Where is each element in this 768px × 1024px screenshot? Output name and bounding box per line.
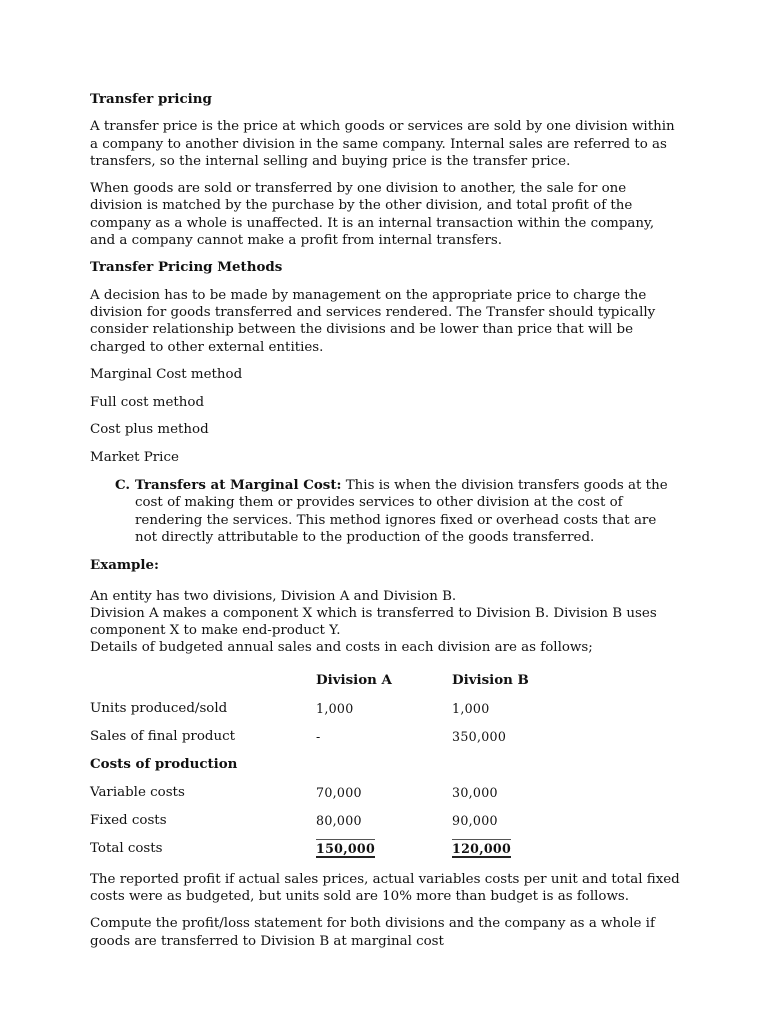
row-label: Variable costs [90, 785, 185, 801]
list-item-lead: Transfers at Marginal Cost: [135, 477, 342, 494]
division-b-value: 90,000 [452, 813, 498, 829]
row-label: Sales of final product [90, 729, 235, 745]
list-item-marginal-cost [90, 477, 682, 546]
table-section-row [90, 751, 682, 779]
table-row [90, 807, 682, 835]
division-a-value: 70,000 [316, 785, 362, 801]
methods-heading: Transfer Pricing Methods [90, 259, 283, 276]
division-b-total: 120,000 [452, 841, 512, 857]
example-heading: Example: [90, 557, 159, 574]
methods-intro: A decision has to be made by management on the appropriate price to charge the division for goods transferred and services rendered. The Transfer should typically consider relationship between the divisions and be lower than price that will be charged to other external entities. [90, 287, 656, 355]
division-a-value: 80,000 [316, 813, 362, 829]
document-title: Transfer pricing [90, 91, 212, 107]
example-line-3: Details of budgeted annual sales and costs in each division are as follows; [90, 640, 593, 656]
column-header-division-b: Division B [452, 672, 529, 689]
division-b-value: 30,000 [452, 785, 498, 801]
row-label: Units produced/sold [90, 701, 228, 717]
list-item-text: This is when the division transfers goods at the cost of making them or provides services to other division at the cost of rendering the services. This method ignores fixed or overhead costs that are not directly attributable to the production of the goods transferred. [135, 478, 668, 545]
division-b-value: 1,000 [452, 701, 490, 717]
total-label: Total costs [90, 841, 163, 857]
table-row [90, 779, 682, 807]
costs-of-production-heading: Costs of production [90, 756, 238, 773]
intro-paragraph-2: When goods are sold or transferred by one division to another, the sale for one division is matched by the purchase by the other division, and total profit of the company as a whole is unaffected. It is an internal transaction within the company, and a company cannot make a profit from internal transfers. [90, 181, 655, 249]
table-header-row [90, 667, 682, 695]
method-full-cost: Full cost method [90, 394, 205, 410]
intro-paragraph-1: A transfer price is the price at which goods or services are sold by one division within a company to another division in the same company. Internal sales are referred to as transfers, so the internal selling and buying price is the transfer price. [90, 119, 675, 169]
document-page [90, 91, 682, 960]
budget-table [90, 667, 682, 863]
example-line-2: Division A makes a component X which is transferred to Division B. Division B uses component X to make end-product Y. [90, 605, 657, 639]
example-description [90, 588, 682, 657]
method-marginal-cost: Marginal Cost method [90, 366, 243, 382]
row-label: Fixed costs [90, 813, 167, 829]
table-row [90, 723, 682, 751]
method-market-price: Market Price [90, 450, 179, 466]
column-header-division-a: Division A [316, 672, 392, 689]
table-row [90, 695, 682, 723]
division-b-value: 350,000 [452, 729, 507, 745]
table-total-row [90, 835, 682, 863]
closing-paragraph-1: The reported profit if actual sales prices, actual variables costs per unit and total fixed costs were as budgeted, but units sold are 10% more than budget is as follows. [90, 871, 680, 905]
example-line-1: An entity has two divisions, Division A and Division B. [90, 588, 457, 604]
division-a-value: - [316, 729, 321, 745]
list-marker: C. [115, 477, 131, 494]
method-cost-plus: Cost plus method [90, 422, 209, 438]
division-a-value: 1,000 [316, 701, 354, 717]
division-a-total: 150,000 [316, 841, 376, 857]
closing-paragraph-2: Compute the profit/loss statement for both divisions and the company as a whole if goods are transferred to Division B at marginal cost [90, 916, 655, 949]
